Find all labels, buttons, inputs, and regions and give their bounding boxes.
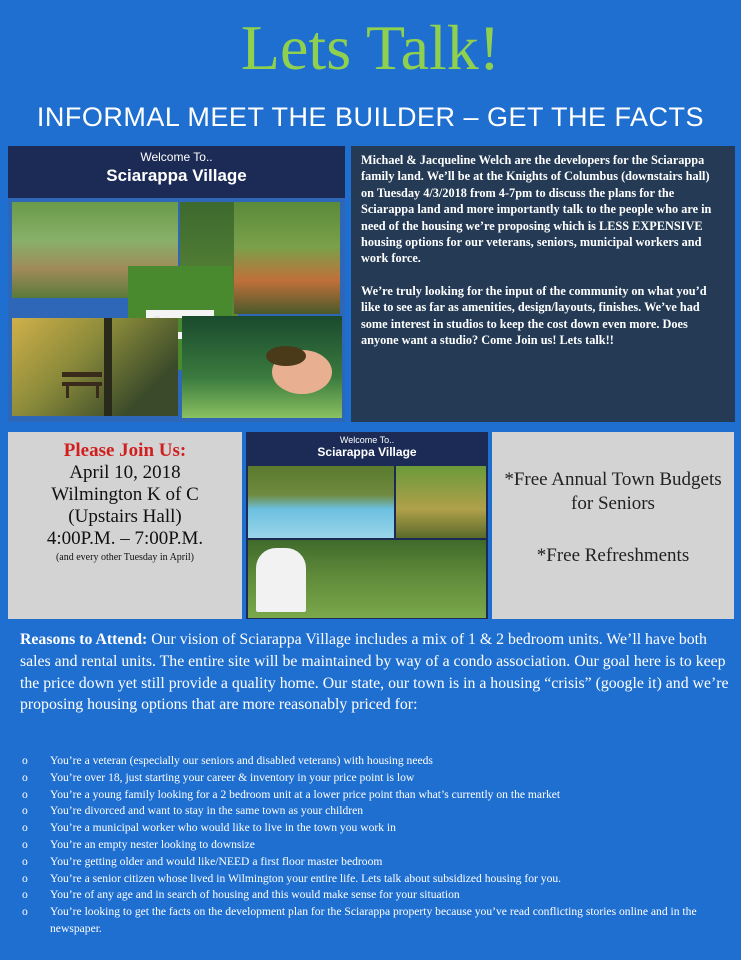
collage-village-name: Sciarappa Village [106,166,247,185]
bullet-icon: o [22,821,28,835]
list-item: o You’re divorced and want to stay in the same town as your children [20,803,732,820]
list-item: o You’re getting older and would like/NEED a first floor master bedroom [20,854,732,871]
family-photo [234,202,340,314]
bullet-icon: o [22,837,28,851]
event-date: April 10, 2018 [69,462,181,483]
list-item: o You’re looking to get the facts on the development plan for the Sciarappa property because you’ve read conflicting stories online and in the newspaper. [22,905,697,935]
list-item: o You’re a veteran (especially our seniors and disabled veterans) with housing needs [20,753,732,770]
free-budgets-text: *Free Annual Town Budgets for Seniors [504,469,722,514]
event-time: 4:00P.M. – 7:00P.M. [46,528,204,549]
list-item: o You’re a municipal worker who would like to live in the town you work in [20,820,732,837]
description-box [351,146,735,422]
list-item: o You’re over 18, just starting your career & inventory in your price point is low [20,770,732,787]
photo-collage-main [8,146,345,422]
event-hall: (Upstairs Hall) [68,506,182,527]
event-location: Wilmington K of C [51,484,199,505]
list-item: o You’re a senior citizen whose lived in Wilmington your entire life. Lets talk about subsidized housing for you. [20,871,732,888]
join-us-box [8,432,242,619]
bullet-icon: o [22,871,28,885]
gazebo-photo [248,540,486,618]
free-offers-box [492,432,734,619]
reasons-paragraph [20,629,732,716]
list-item: o You’re a young family looking for a 2 bedroom unit at a lower price point than what’s currently on the market [20,787,732,804]
pool-photo [248,466,394,538]
gazebo-icon [256,548,306,612]
join-heading: Please Join Us: [63,440,187,461]
turtle-photo [182,316,342,418]
biking-photo [396,466,486,538]
page-subtitle: INFORMAL MEET THE BUILDER – GET THE FACTS [36,102,705,132]
bullet-icon: o [22,754,28,767]
collage2-village-name: Sciarappa Village [317,445,417,459]
free-refreshments-text: *Free Refreshments [536,545,690,566]
collage-header [8,146,345,198]
reasons-text: Our vision of Sciarappa Village includes a mix of 1 & 2 bedroom units. We’ll have both sales and rental units. The entire site will be maintained by way of a condo association. Our goal here is to keep the price down yet still provide a quality home. Our state, our town is in a housing “crisis” (google it) and we’re proposing housing options that are more reasonably priced for: [20,631,729,714]
event-note: (and every other Tuesday in April) [55,552,195,563]
audience-list [20,753,732,938]
photo-collage-amenities [246,432,488,619]
turtle-hand-icon [182,316,342,418]
bullet-icon: o [22,905,28,919]
list-item: o You’re an empty nester looking to downsize [20,837,732,854]
list-item: o You’re of any age and in search of housing and this would make sense for your situation [20,887,732,904]
bullet-icon: o [22,854,28,868]
page-title: Lets Talk! [240,12,501,83]
collage-welcome-text: Welcome To.. [140,150,213,164]
reasons-label: Reasons to Attend: [20,631,148,648]
collage2-welcome-text: Welcome To.. [339,435,395,445]
description-paragraph-1: Michael & Jacqueline Welch are the developers for the Sciarappa family land. We’ll be at the Knights of Columbus (downstairs hall) on Tuesday 4/3/2018 from 4-7pm to discuss the plans for the Sciarappa land and more importantly talk to the people who are in need of the housing we’re proposing which is LESS EXPENSIVE housing options for our veterans, seniors, municipal workers and work force. [361,153,712,266]
park-bench-photo [12,318,178,416]
bullet-icon: o [22,770,28,784]
bullet-icon: o [22,787,28,801]
bench-icon [12,318,178,416]
bullet-icon: o [22,804,28,818]
description-paragraph-2: We’re truly looking for the input of the community on what you’d like to see as far as amenities, design/layouts, finishes. We’ve had some interest in studios to keep the cost down even more. Does anyone want a studio? Come Join us! Lets talk!! [361,283,707,348]
bullet-icon: o [22,888,28,902]
collage2-header [246,432,488,464]
